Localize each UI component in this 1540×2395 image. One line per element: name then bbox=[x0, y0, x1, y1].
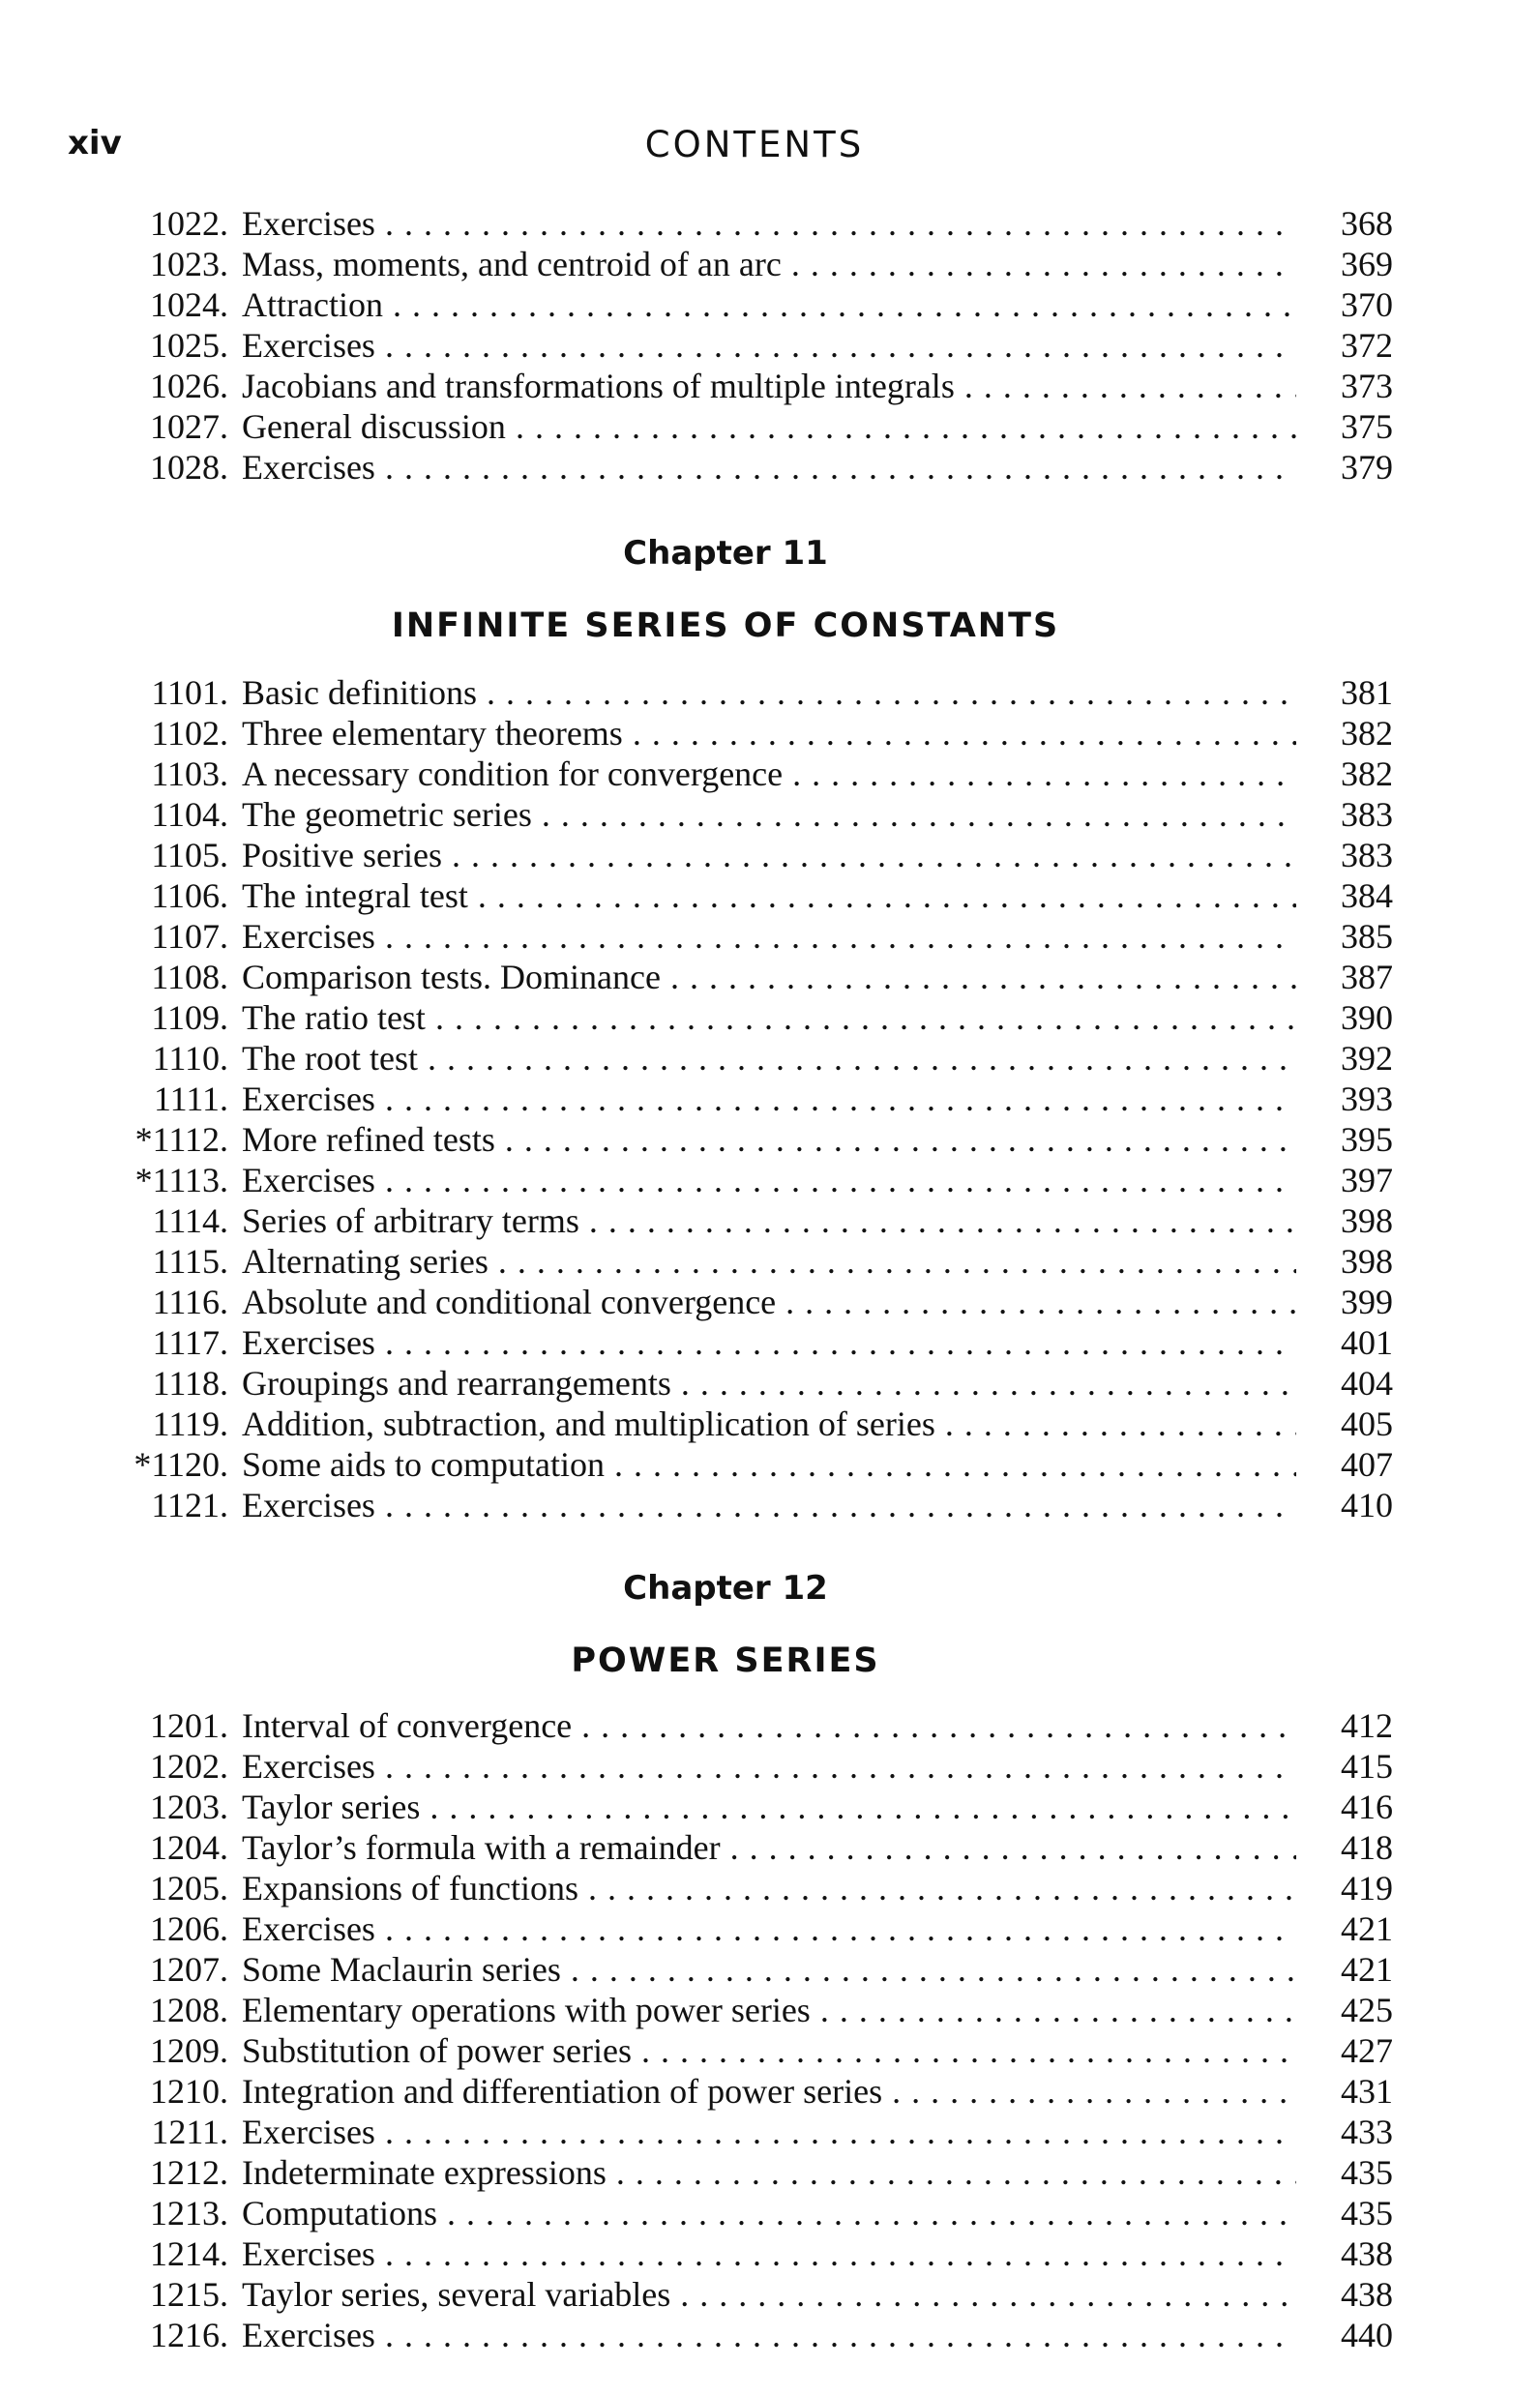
entry-number: 1114. bbox=[152, 1201, 228, 1240]
toc-entry bbox=[0, 1485, 1393, 1525]
entry-page-number: 421 bbox=[1341, 1909, 1393, 1948]
toc-entry bbox=[0, 1119, 1393, 1160]
toc-entry bbox=[0, 1746, 1393, 1787]
entry-title: Exercises . . . bbox=[242, 1908, 1296, 1949]
entry-title: Groupings and rearrangements . . . bbox=[242, 1363, 1296, 1404]
entry-page-number: 383 bbox=[1341, 836, 1393, 874]
entry-page-number: 425 bbox=[1341, 1991, 1393, 2029]
toc-entry bbox=[0, 2071, 1393, 2112]
entry-number: *1120. bbox=[133, 1445, 228, 1484]
entry-title: Expansions of functions . . . bbox=[242, 1868, 1296, 1908]
entry-page-number: 418 bbox=[1341, 1828, 1393, 1867]
entry-page-number: 407 bbox=[1341, 1445, 1393, 1484]
running-head: CONTENTS bbox=[644, 124, 865, 165]
entry-number: 1109. bbox=[151, 998, 228, 1037]
entry-title: Series of arbitrary terms . . . bbox=[242, 1200, 1296, 1241]
entry-title: Absolute and conditional convergence . . . bbox=[242, 1282, 1296, 1322]
entry-page-number: 381 bbox=[1341, 673, 1393, 712]
entry-page-number: 384 bbox=[1341, 876, 1393, 915]
toc-entry bbox=[0, 1322, 1393, 1363]
entry-page-number: 382 bbox=[1341, 714, 1393, 753]
entry-title: Exercises . . . bbox=[242, 1160, 1296, 1200]
entry-page-number: 375 bbox=[1341, 407, 1393, 446]
entry-title: Exercises . . . bbox=[242, 1746, 1296, 1787]
toc-entry bbox=[0, 2152, 1393, 2193]
entry-page-number: 383 bbox=[1341, 795, 1393, 834]
entry-title: Exercises . . . bbox=[242, 1322, 1296, 1363]
toc-entry bbox=[0, 1949, 1393, 1990]
toc-entry bbox=[0, 1908, 1393, 1949]
entry-number: 1102. bbox=[151, 714, 228, 753]
toc-entry bbox=[0, 1160, 1393, 1200]
entry-title: The ratio test . . . bbox=[242, 997, 1296, 1038]
entry-page-number: 397 bbox=[1341, 1161, 1393, 1199]
entry-title: A necessary condition for convergence . . . bbox=[242, 754, 1296, 794]
entry-page-number: 427 bbox=[1341, 2031, 1393, 2070]
entry-title: Elementary operations with power series . . . bbox=[242, 1990, 1296, 2030]
entry-page-number: 412 bbox=[1341, 1706, 1393, 1745]
entry-page-number: 387 bbox=[1341, 958, 1393, 996]
entry-number: 1216. bbox=[150, 2316, 228, 2354]
entry-page-number: 395 bbox=[1341, 1120, 1393, 1159]
entry-page-number: 370 bbox=[1341, 285, 1393, 324]
entry-page-number: 405 bbox=[1341, 1404, 1393, 1443]
entry-title: Mass, moments, and centroid of an arc . . . bbox=[242, 244, 1296, 284]
chapter-11-title: INFINITE SERIES OF CONSTANTS bbox=[391, 606, 1060, 645]
toc-entry bbox=[0, 1282, 1393, 1322]
entry-number: 1115. bbox=[152, 1242, 228, 1281]
toc-entry bbox=[0, 754, 1393, 794]
toc-entry bbox=[0, 1404, 1393, 1444]
entry-number: 1024. bbox=[150, 285, 228, 324]
entry-number: 1207. bbox=[150, 1950, 228, 1989]
entry-title: More refined tests . . . bbox=[242, 1119, 1296, 1160]
entry-number: 1212. bbox=[150, 2153, 228, 2192]
toc-entry bbox=[0, 916, 1393, 957]
entry-number: 1206. bbox=[150, 1909, 228, 1948]
toc-entry bbox=[0, 1241, 1393, 1282]
entry-page-number: 401 bbox=[1341, 1323, 1393, 1362]
entry-number: 1209. bbox=[150, 2031, 228, 2070]
toc-entry bbox=[0, 1038, 1393, 1079]
toc-entry bbox=[0, 997, 1393, 1038]
toc-chapter-11 bbox=[0, 672, 1393, 1525]
toc-entry bbox=[0, 366, 1393, 406]
entry-page-number: 438 bbox=[1341, 2275, 1393, 2314]
entry-number: 1202. bbox=[150, 1747, 228, 1786]
entry-number: 1203. bbox=[150, 1788, 228, 1826]
entry-number: 1201. bbox=[150, 1706, 228, 1745]
toc-entry bbox=[0, 2233, 1393, 2274]
entry-title: Computations . . . bbox=[242, 2193, 1296, 2233]
entry-number: 1208. bbox=[150, 1991, 228, 2029]
entry-page-number: 421 bbox=[1341, 1950, 1393, 1989]
toc-entry bbox=[0, 957, 1393, 997]
entry-number: 1215. bbox=[150, 2275, 228, 2314]
entry-number: 1213. bbox=[150, 2194, 228, 2232]
entry-page-number: 393 bbox=[1341, 1079, 1393, 1118]
toc-entry bbox=[0, 713, 1393, 754]
entry-number: 1027. bbox=[150, 407, 228, 446]
entry-number: 1028. bbox=[150, 448, 228, 487]
toc-entry bbox=[0, 406, 1393, 447]
entry-title: Indeterminate expressions . . . bbox=[242, 2152, 1296, 2193]
entry-number: 1101. bbox=[151, 673, 228, 712]
toc-entry bbox=[0, 2030, 1393, 2071]
entry-page-number: 410 bbox=[1341, 1486, 1393, 1524]
toc-entry bbox=[0, 835, 1393, 875]
toc-entry bbox=[0, 325, 1393, 366]
toc-entry bbox=[0, 794, 1393, 835]
entry-number: 1205. bbox=[150, 1869, 228, 1907]
entry-page-number: 390 bbox=[1341, 998, 1393, 1037]
entry-number: 1119. bbox=[152, 1404, 228, 1443]
toc-section-continued bbox=[0, 203, 1393, 488]
entry-title: The geometric series . . . bbox=[242, 794, 1296, 835]
toc-entry bbox=[0, 672, 1393, 713]
entry-title: Comparison tests. Dominance . . . bbox=[242, 957, 1296, 997]
toc-entry bbox=[0, 2315, 1393, 2355]
entry-title: Exercises . . . bbox=[242, 447, 1296, 488]
entry-page-number: 373 bbox=[1341, 367, 1393, 405]
entry-number: 1108. bbox=[151, 958, 228, 996]
chapter-12-title: POWER SERIES bbox=[571, 1641, 880, 1680]
chapter-11-label: Chapter 11 bbox=[623, 534, 828, 573]
entry-title: General discussion . . . bbox=[242, 406, 1296, 447]
entry-number: 1107. bbox=[151, 917, 228, 956]
entry-title: Taylor series, several variables . . . bbox=[242, 2274, 1296, 2315]
entry-page-number: 440 bbox=[1341, 2316, 1393, 2354]
toc-entry bbox=[0, 1363, 1393, 1404]
toc-entry bbox=[0, 2112, 1393, 2152]
entry-title: Taylor series . . . bbox=[242, 1787, 1296, 1827]
entry-page-number: 382 bbox=[1341, 754, 1393, 793]
entry-number: 1025. bbox=[150, 326, 228, 365]
toc-entry bbox=[0, 284, 1393, 325]
toc-entry bbox=[0, 1200, 1393, 1241]
entry-title: Integration and differentiation of power series . . . bbox=[242, 2071, 1296, 2112]
entry-number: 1103. bbox=[151, 754, 228, 793]
entry-page-number: 435 bbox=[1341, 2194, 1393, 2232]
toc-entry bbox=[0, 1827, 1393, 1868]
toc-entry bbox=[0, 447, 1393, 488]
entry-number: 1104. bbox=[151, 795, 228, 834]
page-number: xiv bbox=[68, 124, 122, 163]
entry-title: Some aids to computation . . . bbox=[242, 1444, 1296, 1485]
entry-number: 1023. bbox=[150, 245, 228, 283]
entry-number: 1211. bbox=[151, 2113, 228, 2151]
entry-title: Taylor’s formula with a remainder . . . bbox=[242, 1827, 1296, 1868]
entry-title: Exercises . . . bbox=[242, 2112, 1296, 2152]
toc-entry bbox=[0, 1444, 1393, 1485]
entry-title: Alternating series . . . bbox=[242, 1241, 1296, 1282]
entry-page-number: 372 bbox=[1341, 326, 1393, 365]
toc-entry bbox=[0, 244, 1393, 284]
entry-title: Three elementary theorems . . . bbox=[242, 713, 1296, 754]
entry-page-number: 438 bbox=[1341, 2234, 1393, 2273]
entry-page-number: 431 bbox=[1341, 2072, 1393, 2111]
entry-page-number: 415 bbox=[1341, 1747, 1393, 1786]
entry-number: 1121. bbox=[151, 1486, 228, 1524]
entry-title: Exercises . . . bbox=[242, 2233, 1296, 2274]
toc-entry bbox=[0, 2193, 1393, 2233]
chapter-12-label: Chapter 12 bbox=[623, 1569, 828, 1608]
toc-entry bbox=[0, 1705, 1393, 1746]
entry-number: 1117. bbox=[152, 1323, 228, 1362]
entry-page-number: 404 bbox=[1341, 1364, 1393, 1403]
entry-title: Addition, subtraction, and multiplication of series . . . bbox=[242, 1404, 1296, 1444]
entry-number: 1111. bbox=[154, 1079, 228, 1118]
entry-number: 1214. bbox=[150, 2234, 228, 2273]
entry-page-number: 398 bbox=[1341, 1201, 1393, 1240]
entry-title: Exercises . . . bbox=[242, 916, 1296, 957]
entry-title: Exercises . . . bbox=[242, 325, 1296, 366]
toc-entry bbox=[0, 1787, 1393, 1827]
entry-page-number: 385 bbox=[1341, 917, 1393, 956]
toc-chapter-12 bbox=[0, 1705, 1393, 2355]
entry-title: Exercises . . . bbox=[242, 1079, 1296, 1119]
entry-title: Exercises . . . bbox=[242, 203, 1296, 244]
entry-page-number: 419 bbox=[1341, 1869, 1393, 1907]
entry-number: 1105. bbox=[151, 836, 228, 874]
entry-title: Exercises . . . bbox=[242, 2315, 1296, 2355]
toc-entry bbox=[0, 875, 1393, 916]
entry-title: Substitution of power series . . . bbox=[242, 2030, 1296, 2071]
entry-title: Positive series . . . bbox=[242, 835, 1296, 875]
entry-page-number: 369 bbox=[1341, 245, 1393, 283]
entry-number: 1118. bbox=[152, 1364, 228, 1403]
entry-title: Interval of convergence . . . bbox=[242, 1705, 1296, 1746]
entry-number: 1204. bbox=[150, 1828, 228, 1867]
entry-title: Some Maclaurin series . . . bbox=[242, 1949, 1296, 1990]
toc-entry bbox=[0, 203, 1393, 244]
entry-page-number: 399 bbox=[1341, 1283, 1393, 1321]
toc-entry bbox=[0, 1868, 1393, 1908]
entry-page-number: 398 bbox=[1341, 1242, 1393, 1281]
entry-title: Basic definitions . . . bbox=[242, 672, 1296, 713]
entry-page-number: 392 bbox=[1341, 1039, 1393, 1078]
entry-number: 1022. bbox=[150, 204, 228, 243]
entry-title: Attraction . . . bbox=[242, 284, 1296, 325]
entry-number: 1106. bbox=[151, 876, 228, 915]
entry-page-number: 416 bbox=[1341, 1788, 1393, 1826]
entry-number: *1112. bbox=[134, 1120, 228, 1159]
entry-number: 1026. bbox=[150, 367, 228, 405]
toc-entry bbox=[0, 1990, 1393, 2030]
entry-number: 1110. bbox=[152, 1039, 228, 1078]
entry-page-number: 435 bbox=[1341, 2153, 1393, 2192]
entry-number: 1116. bbox=[152, 1283, 228, 1321]
toc-entry bbox=[0, 2274, 1393, 2315]
entry-page-number: 368 bbox=[1341, 204, 1393, 243]
entry-title: Exercises . . . bbox=[242, 1485, 1296, 1525]
entry-title: The root test . . . bbox=[242, 1038, 1296, 1079]
entry-title: Jacobians and transformations of multiple integrals . . . bbox=[242, 366, 1296, 406]
entry-number: *1113. bbox=[134, 1161, 228, 1199]
page-header bbox=[68, 124, 1393, 182]
toc-entry bbox=[0, 1079, 1393, 1119]
entry-number: 1210. bbox=[150, 2072, 228, 2111]
entry-page-number: 379 bbox=[1341, 448, 1393, 487]
entry-page-number: 433 bbox=[1341, 2113, 1393, 2151]
entry-title: The integral test . . . bbox=[242, 875, 1296, 916]
